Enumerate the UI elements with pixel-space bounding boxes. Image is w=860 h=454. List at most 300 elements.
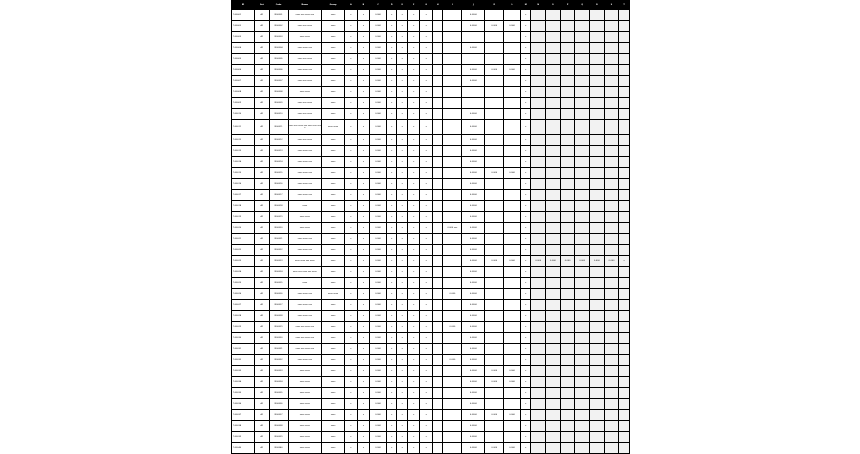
table-cell: [531, 168, 546, 179]
table-row: [232, 333, 630, 344]
table-cell: xxxx: [322, 201, 345, 212]
table-cell: xxxx xxxx xxx: [288, 157, 322, 168]
table-cell: A1: [255, 366, 270, 377]
table-cell: 0.0000: [462, 234, 485, 245]
table-cell: [560, 65, 575, 76]
table-cell: [433, 245, 443, 256]
table-cell: [619, 366, 629, 377]
table-cell: [590, 212, 605, 223]
table-row: [232, 98, 630, 109]
table-cell: x: [397, 388, 407, 399]
table-cell: x: [520, 43, 530, 54]
table-cell: x: [345, 212, 358, 223]
table-cell: [546, 87, 561, 98]
table-cell: A1: [255, 311, 270, 322]
table-cell: [443, 443, 462, 454]
table-cell: [531, 120, 546, 135]
table-cell: x: [345, 355, 358, 366]
table-cell: [531, 190, 546, 201]
table-cell: x: [386, 32, 396, 43]
table-cell: [531, 135, 546, 146]
table-cell: x: [420, 21, 433, 32]
table-cell: [485, 311, 504, 322]
table-cell: xxxx: [322, 234, 345, 245]
table-cell: x: [345, 21, 358, 32]
table-cell: xxxx xxxx: [288, 212, 322, 223]
table-cell: xxxx xxxx: [288, 223, 322, 234]
table-cell: x: [345, 146, 358, 157]
table-cell: x: [386, 146, 396, 157]
table-cell: T-00014: [232, 157, 255, 168]
table-cell: xxxx xxxx: [288, 32, 322, 43]
table-row: [232, 355, 630, 366]
table-cell: [531, 32, 546, 43]
table-cell: [590, 21, 605, 32]
table-cell: [531, 87, 546, 98]
table-cell: x: [386, 135, 396, 146]
table-cell: [575, 443, 590, 454]
table-cell: [560, 135, 575, 146]
table-cell: x: [407, 120, 420, 135]
table-cell: T-00008: [232, 87, 255, 98]
table-cell: x: [345, 98, 358, 109]
table-cell: N00034: [269, 377, 288, 388]
table-cell: x: [407, 421, 420, 432]
table-cell: [504, 179, 521, 190]
table-cell: x: [407, 344, 420, 355]
column-header: P: [560, 1, 575, 10]
table-cell: x: [420, 43, 433, 54]
table-row: [232, 32, 630, 43]
table-cell: [560, 289, 575, 300]
table-cell: x: [357, 201, 370, 212]
table-cell: A1: [255, 344, 270, 355]
table-cell: [560, 388, 575, 399]
table-cell: x: [397, 135, 407, 146]
table-cell: x: [520, 311, 530, 322]
table-cell: xxxx: [322, 344, 345, 355]
table-cell: 0.000: [370, 289, 387, 300]
table-cell: [604, 300, 619, 311]
table-cell: x: [420, 267, 433, 278]
table-cell: xxxx xxx xxxx: [288, 135, 322, 146]
table-cell: x: [407, 410, 420, 421]
table-cell: x: [420, 366, 433, 377]
table-cell: 0.0000: [462, 300, 485, 311]
table-cell: [433, 256, 443, 267]
table-cell: [604, 399, 619, 410]
table-cell: [443, 76, 462, 87]
table-row: [232, 76, 630, 87]
table-cell: x: [345, 10, 358, 21]
table-cell: x: [386, 388, 396, 399]
table-cell: x: [357, 135, 370, 146]
table-cell: x: [420, 278, 433, 289]
table-cell: [604, 21, 619, 32]
table-cell: [575, 399, 590, 410]
table-cell: [485, 267, 504, 278]
column-header: Group: [322, 1, 345, 10]
table-cell: xxxx: [322, 98, 345, 109]
table-cell: [443, 399, 462, 410]
table-cell: [485, 289, 504, 300]
table-cell: xxxx xxx xxxx: [288, 54, 322, 65]
table-cell: N00005: [269, 54, 288, 65]
table-cell: x: [407, 355, 420, 366]
table-cell: [485, 54, 504, 65]
table-cell: [546, 234, 561, 245]
table-cell: x: [386, 65, 396, 76]
table-cell: A1: [255, 54, 270, 65]
table-cell: [546, 245, 561, 256]
table-cell: x: [420, 377, 433, 388]
table-cell: x: [357, 157, 370, 168]
table-cell: T-00004: [232, 43, 255, 54]
table-cell: x: [407, 21, 420, 32]
table-cell: [560, 43, 575, 54]
table-cell: [485, 278, 504, 289]
table-cell: [531, 399, 546, 410]
table-cell: [485, 201, 504, 212]
table-cell: N00033: [269, 366, 288, 377]
table-cell: x: [520, 443, 530, 454]
table-cell: [546, 10, 561, 21]
table-cell: 0.0000: [462, 355, 485, 366]
table-cell: [560, 322, 575, 333]
table-cell: 0.000: [370, 388, 387, 399]
table-cell: xxxx xxxx xxx: [288, 146, 322, 157]
table-cell: 0.0000: [462, 190, 485, 201]
table-cell: x: [520, 157, 530, 168]
table-cell: 0.000: [370, 355, 387, 366]
table-cell: N00002: [269, 21, 288, 32]
table-cell: A1: [255, 421, 270, 432]
table-cell: x: [407, 98, 420, 109]
table-row: [232, 256, 630, 267]
table-cell: xxxx: [322, 267, 345, 278]
table-cell: x: [520, 421, 530, 432]
table-cell: x: [386, 355, 396, 366]
table-cell: [604, 333, 619, 344]
table-cell: [485, 10, 504, 21]
table-cell: [462, 32, 485, 43]
table-cell: x: [420, 432, 433, 443]
table-cell: x: [407, 109, 420, 120]
table-cell: x: [420, 87, 433, 98]
table-cell: [531, 443, 546, 454]
table-cell: x: [345, 245, 358, 256]
table-cell: 0.000: [485, 21, 504, 32]
table-cell: x: [386, 399, 396, 410]
table-cell: [560, 311, 575, 322]
table-cell: x: [407, 388, 420, 399]
table-cell: x: [407, 146, 420, 157]
table-header-row: [232, 1, 630, 10]
table-cell: x: [407, 32, 420, 43]
table-cell: 0.0000: [462, 366, 485, 377]
table-cell: xxxx: [322, 10, 345, 21]
table-cell: [433, 278, 443, 289]
table-cell: [546, 120, 561, 135]
table-cell: x: [397, 157, 407, 168]
table-cell: [531, 223, 546, 234]
table-cell: [485, 300, 504, 311]
table-cell: 0.000: [560, 256, 575, 267]
table-cell: x: [420, 234, 433, 245]
table-cell: [604, 54, 619, 65]
table-cell: A1: [255, 10, 270, 21]
table-cell: [604, 267, 619, 278]
table-cell: 0.000: [485, 443, 504, 454]
table-cell: x: [420, 322, 433, 333]
table-cell: x: [345, 135, 358, 146]
table-cell: xxxx: [322, 87, 345, 98]
table-cell: [546, 43, 561, 54]
table-cell: [485, 32, 504, 43]
table-cell: [575, 10, 590, 21]
column-header: Name: [288, 1, 322, 10]
table-cell: [433, 333, 443, 344]
table-cell: [619, 98, 629, 109]
table-cell: [546, 201, 561, 212]
table-cell: x: [420, 245, 433, 256]
table-cell: x: [397, 421, 407, 432]
table-cell: x: [407, 300, 420, 311]
table-cell: xxxx xxxx xxx: [288, 300, 322, 311]
table-cell: [604, 322, 619, 333]
table-row: [232, 168, 630, 179]
table-cell: [560, 212, 575, 223]
table-cell: T-00022: [232, 245, 255, 256]
table-cell: [604, 421, 619, 432]
table-row: [232, 120, 630, 135]
table-cell: 0.0000: [462, 65, 485, 76]
table-cell: [531, 157, 546, 168]
table-cell: N00039: [269, 432, 288, 443]
table-cell: 0.0000: [462, 443, 485, 454]
table-cell: [546, 168, 561, 179]
table-cell: N00026: [269, 289, 288, 300]
table-cell: [604, 98, 619, 109]
table-cell: T-00016: [232, 179, 255, 190]
table-cell: A1: [255, 278, 270, 289]
table-cell: [575, 355, 590, 366]
table-cell: x: [357, 256, 370, 267]
table-cell: x: [357, 399, 370, 410]
table-cell: A1: [255, 355, 270, 366]
table-cell: [604, 135, 619, 146]
table-cell: [575, 109, 590, 120]
table-cell: A1: [255, 388, 270, 399]
table-cell: [546, 344, 561, 355]
table-cell: [485, 109, 504, 120]
table-cell: x: [397, 168, 407, 179]
table-cell: x: [397, 278, 407, 289]
table-cell: [619, 146, 629, 157]
table-cell: [433, 443, 443, 454]
table-cell: A1: [255, 65, 270, 76]
table-cell: x: [345, 190, 358, 201]
table-row: [232, 311, 630, 322]
table-cell: 0.000: [370, 65, 387, 76]
table-cell: [531, 344, 546, 355]
table-cell: [433, 157, 443, 168]
table-cell: x: [397, 76, 407, 87]
table-cell: A1: [255, 146, 270, 157]
table-cell: [433, 366, 443, 377]
table-cell: x: [357, 289, 370, 300]
table-cell: 0.0000: [462, 120, 485, 135]
table-cell: 0.000: [443, 289, 462, 300]
table-cell: x: [386, 432, 396, 443]
table-cell: x: [386, 267, 396, 278]
table-cell: [590, 32, 605, 43]
table-cell: [560, 267, 575, 278]
table-cell: [619, 234, 629, 245]
table-cell: x: [420, 388, 433, 399]
table-cell: [604, 146, 619, 157]
table-cell: [546, 421, 561, 432]
table-cell: 0.000: [370, 278, 387, 289]
table-cell: [604, 212, 619, 223]
table-cell: x: [407, 322, 420, 333]
table-cell: x: [397, 65, 407, 76]
table-cell: x: [357, 366, 370, 377]
table-cell: x: [357, 344, 370, 355]
table-cell: x: [420, 146, 433, 157]
table-cell: N00006: [269, 65, 288, 76]
table-cell: [485, 98, 504, 109]
table-cell: [485, 43, 504, 54]
table-cell: [604, 190, 619, 201]
table-cell: 0.000: [370, 267, 387, 278]
table-cell: [604, 366, 619, 377]
table-cell: [546, 76, 561, 87]
table-cell: 0.000: [531, 256, 546, 267]
table-cell: T-00020: [232, 223, 255, 234]
table-cell: [504, 421, 521, 432]
table-cell: x: [357, 443, 370, 454]
spreadsheet-sheet: [231, 0, 629, 450]
table-cell: 0.000: [370, 344, 387, 355]
table-cell: [443, 421, 462, 432]
table-cell: [504, 344, 521, 355]
table-cell: A1: [255, 120, 270, 135]
table-cell: T-00034: [232, 377, 255, 388]
table-cell: xxxx xxxx: [288, 377, 322, 388]
column-header: F: [407, 1, 420, 10]
table-cell: 0.0000: [462, 201, 485, 212]
table-cell: xxxx: [322, 65, 345, 76]
table-cell: x: [345, 388, 358, 399]
table-cell: [604, 377, 619, 388]
table-cell: x: [520, 54, 530, 65]
table-cell: [546, 289, 561, 300]
table-cell: N00017: [269, 190, 288, 201]
table-cell: xxxx: [322, 146, 345, 157]
table-cell: [546, 388, 561, 399]
table-cell: [575, 168, 590, 179]
table-cell: [504, 399, 521, 410]
table-cell: [604, 43, 619, 54]
table-cell: x: [357, 10, 370, 21]
table-cell: [531, 278, 546, 289]
table-cell: [604, 355, 619, 366]
table-cell: N00038: [269, 421, 288, 432]
table-cell: 0.000: [504, 256, 521, 267]
table-cell: 0.000: [504, 168, 521, 179]
table-cell: T-00012: [232, 135, 255, 146]
table-cell: x: [386, 366, 396, 377]
table-cell: x: [397, 377, 407, 388]
table-cell: x: [345, 432, 358, 443]
table-cell: x: [357, 223, 370, 234]
table-cell: [504, 432, 521, 443]
column-header: G: [420, 1, 433, 10]
table-cell: x: [397, 10, 407, 21]
table-cell: [619, 157, 629, 168]
table-cell: xxxx: [322, 355, 345, 366]
table-cell: [443, 168, 462, 179]
table-cell: [485, 87, 504, 98]
table-cell: xxxx xxxx xxx: [288, 245, 322, 256]
table-cell: [619, 443, 629, 454]
table-cell: x: [397, 146, 407, 157]
column-header: Q: [575, 1, 590, 10]
table-cell: A1: [255, 190, 270, 201]
table-cell: x: [397, 322, 407, 333]
table-row: [232, 410, 630, 421]
table-cell: [443, 179, 462, 190]
table-cell: [604, 344, 619, 355]
table-cell: 0.000: [370, 120, 387, 135]
table-cell: [546, 135, 561, 146]
table-cell: [485, 421, 504, 432]
table-cell: [433, 421, 443, 432]
table-cell: x: [345, 410, 358, 421]
table-cell: x: [420, 32, 433, 43]
table-cell: xxxx: [322, 278, 345, 289]
table-cell: [546, 223, 561, 234]
table-cell: 0.0000: [462, 109, 485, 120]
table-cell: [575, 120, 590, 135]
table-cell: x: [345, 179, 358, 190]
table-cell: x: [386, 43, 396, 54]
table-cell: x: [357, 234, 370, 245]
data-table: [231, 0, 630, 454]
table-cell: [546, 190, 561, 201]
table-cell: xxxx xxxx xxx: [288, 234, 322, 245]
table-cell: [546, 432, 561, 443]
table-cell: [443, 410, 462, 421]
table-cell: [504, 289, 521, 300]
table-cell: x: [420, 344, 433, 355]
table-cell: [504, 322, 521, 333]
table-cell: [619, 267, 629, 278]
table-cell: 0.000: [370, 201, 387, 212]
table-cell: x: [357, 278, 370, 289]
table-cell: x: [357, 120, 370, 135]
column-header: T: [619, 1, 629, 10]
table-cell: [504, 76, 521, 87]
table-cell: x: [420, 135, 433, 146]
table-cell: x: [397, 311, 407, 322]
table-cell: x: [397, 355, 407, 366]
table-cell: [560, 98, 575, 109]
table-cell: x: [386, 157, 396, 168]
table-cell: x: [397, 399, 407, 410]
table-cell: x: [520, 388, 530, 399]
